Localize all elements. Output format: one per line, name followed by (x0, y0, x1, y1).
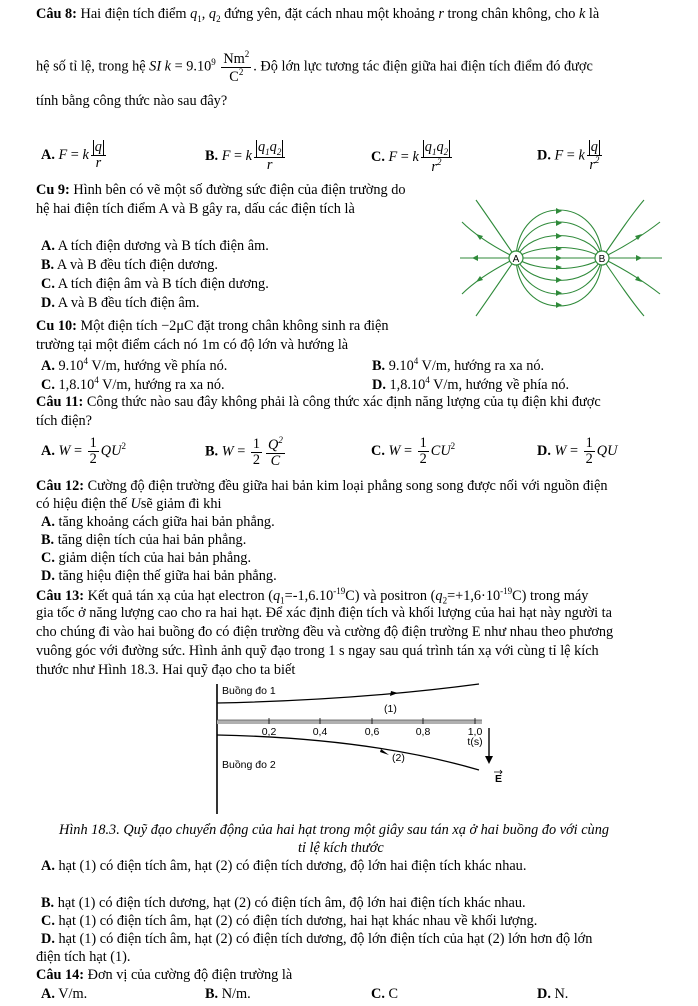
opt-text: hạt (1) có điện tích âm, hạt (2) có điện tích dương, độ lớn hai điện tích khác nhau. (58, 858, 527, 874)
q12-option-a[interactable] (41, 514, 275, 531)
tick-label: 0,2 (261, 726, 277, 738)
q14-option-c[interactable] (371, 986, 398, 1003)
q8-line2: hệ số tỉ lệ, trong hệ SI $k = 9.10^9$ $\frac{Nm^2}{C^2}$ . Độ lớn lực tương tác điện giữa hai điện tích điểm đó được (36, 49, 593, 85)
opt-label: C. (41, 913, 55, 929)
q11-option-c[interactable]: C. W = $\frac{1}{2}$ $CU^2$ (371, 435, 456, 467)
opt-text: tăng diện tích của hai bản phẳng. (57, 532, 247, 548)
opt-text: N. (554, 986, 569, 1002)
tick-label: 1,0 (467, 726, 483, 738)
q13-option-d[interactable] (41, 931, 592, 948)
q9-option-b[interactable] (41, 257, 218, 274)
opt-label: C. (371, 148, 385, 165)
opt-text: giảm diện tích của hai bản phẳng. (58, 550, 252, 566)
opt-text: tăng hiệu điện thế giữa hai bản phẳng. (58, 568, 277, 584)
figure-caption-2: tỉ lệ kích thước (298, 840, 384, 856)
opt-text: V/m, hướng ra xa nó. (102, 376, 225, 393)
q8-text3: trong chân không, cho (447, 6, 576, 22)
charge-b-label: B (598, 254, 606, 265)
opt-label: B. (41, 257, 55, 273)
q11-text1: Công thức nào sau đây không phải là công thức xác định năng lượng của tụ điện khi được (86, 394, 601, 410)
field-lines-figure (456, 196, 676, 328)
q8-line2a: hệ số tỉ lệ, trong hệ (36, 58, 146, 75)
q8-option-d[interactable]: D. F = k $\frac{q}{r^2}$ (537, 140, 604, 173)
q13-line3: cho chúng đi vào hai buồng đo có điện trường đều và cường độ điện trường E như nhau theo phương (36, 624, 614, 640)
opt-text: hạt (1) có điện tích âm, hạt (2) có điện tích dương, độ lớn điện tích của hạt (2) lớn hơn độ lớn (58, 931, 593, 947)
q8-number: Câu 8: (36, 6, 77, 22)
opt-label: A. (41, 858, 55, 874)
opt-text: V/m, hướng về phía nó. (433, 376, 570, 393)
q13-line4: vuông góc với đường sức. Hình ảnh quỹ đạo trong 1 s ngay sau quá trình tán xạ với cùng tỉ lệ kích (36, 643, 599, 659)
q13-option-c[interactable] (41, 913, 537, 930)
q14-option-a[interactable] (41, 986, 87, 1003)
q11-option-a[interactable]: A. W = $\frac{1}{2}$ $QU^2$ (41, 435, 126, 467)
q10-option-b[interactable]: B. 9.10$^4$ V/m, hướng ra xa nó. (372, 356, 545, 374)
q12-option-b[interactable] (41, 532, 246, 549)
opt-text: N/m. (221, 986, 251, 1002)
opt-label: A. (41, 357, 55, 374)
q10-text1: Một điện tích −2μC đặt trong chân không sinh ra điện (80, 318, 389, 334)
charge-a-label: A (512, 254, 520, 265)
opt-label: D. (41, 568, 55, 584)
opt-text: A tích điện âm và B tích điện dương. (57, 276, 269, 292)
q8-option-b[interactable]: B. F = k $\frac{q_1q_2}{r}$ (205, 140, 287, 173)
opt-label: B. (41, 532, 55, 548)
opt-label: D. (537, 147, 551, 164)
opt-label: A. (41, 146, 55, 163)
opt-text: hạt (1) có điện tích âm, hạt (2) có điện tích dương, hai hạt khác nhau về khối lượng. (58, 913, 538, 929)
q9-option-c[interactable] (41, 276, 269, 293)
q14-number: Câu 14: (36, 967, 85, 983)
chamber-2-label: Buồng đo 2 (222, 759, 276, 771)
opt-text: A và B đều tích điện dương. (56, 257, 218, 273)
q9-text1: Hình bên có vẽ một số đường sức điện của điện trường do (73, 182, 406, 198)
trajectory-figure (214, 680, 506, 816)
opt-label: D. (537, 442, 551, 459)
q9-number: Cu 9: (36, 182, 70, 198)
q9-line1 (36, 182, 406, 199)
q10-option-a[interactable]: A. 9.10$^4$ V/m, hướng về phía nó. (41, 356, 228, 374)
q11-number: Câu 11: (36, 394, 84, 410)
opt-label: C. (41, 550, 55, 566)
q12-line2: có hiệu điện thế Usẽ giảm đi khi (36, 496, 222, 512)
q14-option-b[interactable] (205, 986, 251, 1003)
q12-number: Câu 12: (36, 478, 85, 494)
q8-text4: là (588, 6, 600, 22)
opt-label: B. (372, 357, 386, 374)
track-2-label: (2) (392, 752, 405, 764)
opt-text: hạt (1) có điện tích dương, hạt (2) có điện tích âm, độ lớn hai điện tích khác nhau. (57, 895, 526, 911)
q13-text1b: ) và positron ( (354, 587, 436, 604)
opt-label: A. (41, 238, 55, 254)
q13-text1a: Kết quả tán xạ của hạt electron ( (87, 587, 274, 604)
opt-label: C. (41, 276, 55, 292)
opt-label: A. (41, 986, 55, 1002)
q8-option-a[interactable]: A. F = k $\frac{q}{r}$ (41, 140, 108, 171)
opt-label: D. (41, 931, 55, 947)
q8-line1: Câu 8: Hai điện tích điểm $q_1$, $q_2$ đứng yên, đặt cách nhau một khoảng r trong chân không, cho k là (36, 6, 600, 24)
q10-option-d[interactable]: D. 1,8.10$^4$ V/m, hướng về phía nó. (372, 375, 570, 393)
q12-text1: Cường độ điện trường đều giữa hai bản kim loại phẳng song song được nối với nguồn điện (87, 478, 608, 494)
q13-number: Câu 13: (36, 587, 85, 604)
field-e-label: E (495, 773, 503, 785)
opt-text: A và B đều tích điện âm. (57, 295, 200, 311)
chamber-1-label: Buồng đo 1 (222, 685, 276, 697)
opt-label: D. (41, 295, 55, 311)
opt-text: V/m. (58, 986, 88, 1002)
q12-option-c[interactable] (41, 550, 251, 567)
time-unit-label: t(s) (467, 736, 483, 748)
q14-line1 (36, 967, 292, 984)
q13-option-d-cont: điện tích hạt (1). (36, 949, 131, 965)
opt-label: C. (371, 442, 385, 459)
opt-label: A. (41, 514, 55, 530)
opt-label: B. (205, 443, 219, 460)
q10-line1 (36, 318, 388, 335)
q9-option-a[interactable] (41, 238, 269, 255)
q11-option-d[interactable]: D. W = $\frac{1}{2}$ QU (537, 435, 618, 467)
track-1-label: (1) (384, 703, 397, 715)
q12-line1 (36, 478, 608, 495)
opt-label: B. (41, 895, 55, 911)
q10-option-c[interactable]: C. 1,8.10$^4$ V/m, hướng ra xa nó. (41, 375, 225, 393)
opt-text: tăng khoảng cách giữa hai bản phẳng. (58, 514, 275, 530)
q13-line1: Câu 13: Kết quả tán xạ của hạt electron $(q_1=-1,6.10^{-19}C)$ và positron $(q_2=+1,6\cdot 10^{-19}C)$ trong máy (36, 586, 589, 606)
q10-line2: trường tại một điểm cách nó 1m có độ lớn và hướng là (36, 337, 349, 353)
opt-text: C (388, 986, 399, 1002)
opt-text: A tích điện dương và B tích điện âm. (57, 238, 269, 254)
tick-label: 0,8 (415, 726, 431, 738)
tick-label: 0,6 (364, 726, 380, 738)
q13-option-a[interactable] (41, 858, 526, 875)
q14-text: Đơn vị của cường độ điện trường là (87, 967, 293, 983)
q11-line2: tích điện? (36, 413, 92, 429)
q10-number: Cu 10: (36, 318, 77, 334)
q13-option-b[interactable] (41, 895, 526, 912)
q9-option-d[interactable] (41, 295, 199, 312)
opt-label: D. (537, 986, 551, 1002)
tick-label: 0,4 (312, 726, 328, 738)
q8-line2b: . Độ lớn lực tương tác điện giữa hai điện tích điểm đó được (253, 58, 593, 75)
opt-label: C. (41, 376, 55, 393)
figure-caption: Hình 18.3. Quỹ đạo chuyển động của hai hạt trong một giây sau tán xạ ở hai buồng đo với cùng (59, 822, 610, 838)
q11-option-b[interactable]: B. W = $\frac{1}{2}$ $\frac{Q^2}{C}$ (205, 435, 283, 469)
q12-option-d[interactable] (41, 568, 277, 585)
q8-text2: đứng yên, đặt cách nhau một khoảng (224, 6, 435, 22)
q9-line2: hệ hai điện tích điểm A và B gây ra, dấu các điện tích là (36, 201, 355, 217)
q8-option-c[interactable]: C. F = k $\frac{q_1q_2}{r^2}$ (371, 140, 454, 175)
opt-label: B. (205, 986, 219, 1002)
q14-option-d[interactable] (537, 986, 568, 1003)
q12-text2: có hiệu điện thế (36, 496, 127, 512)
q8-text: Hai điện tích điểm (80, 6, 187, 22)
q13-line2: gia tốc ở năng lượng cao cho ra hai hạt. Để xác định điện tích và khối lượng của hai hạt này người ta (36, 605, 612, 621)
opt-label: B. (205, 147, 219, 164)
q13-line5: thước như Hình 18.3. Hai quỹ đạo cho ta biết (36, 662, 296, 678)
q13-text1c: ) trong máy (521, 587, 589, 604)
opt-label: C. (371, 986, 385, 1002)
opt-text: V/m, hướng ra xa nó. (421, 357, 545, 374)
opt-label: A. (41, 442, 55, 459)
q8-line3: tính bằng công thức nào sau đây? (36, 93, 228, 109)
opt-text: V/m, hướng về phía nó. (91, 357, 228, 374)
opt-label: D. (372, 376, 386, 393)
q11-line1 (36, 394, 601, 411)
q12-text3: sẽ giảm đi khi (140, 496, 222, 512)
